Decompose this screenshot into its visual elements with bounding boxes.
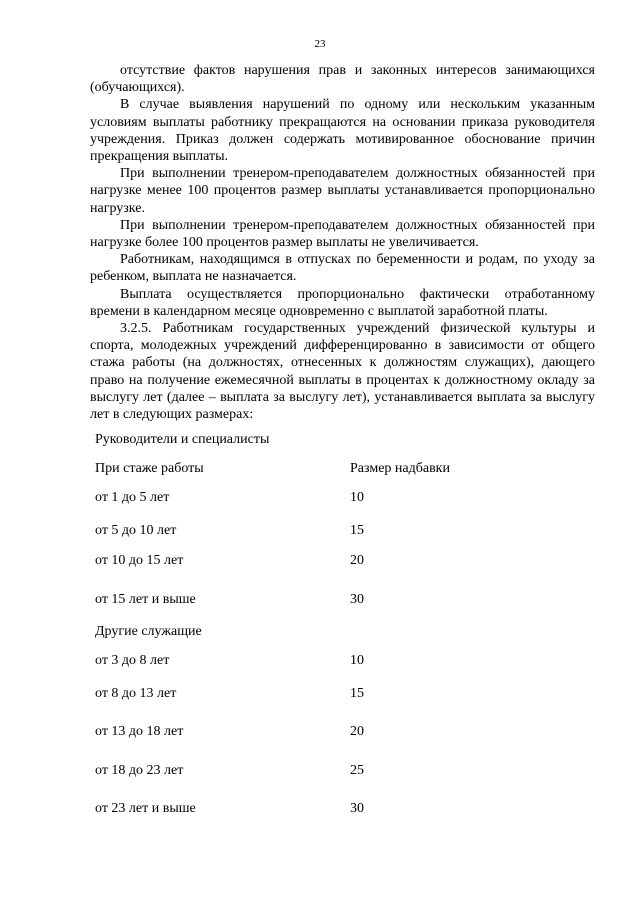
- experience-range: от 5 до 10 лет: [95, 523, 177, 538]
- table-header: [95, 461, 595, 479]
- experience-range: от 10 до 15 лет: [95, 553, 184, 568]
- bonus-value: 10: [350, 653, 364, 668]
- experience-range: от 13 до 18 лет: [95, 724, 184, 739]
- paragraph: отсутствие фактов нарушения прав и законных интересов занимающихся (обучающихся).: [90, 63, 595, 96]
- table-row: [95, 686, 595, 704]
- paragraph: При выполнении тренером-преподавателем должностных обязанностей при нагрузке более 100 процентов размер выплаты не увеличивается.: [90, 217, 595, 251]
- bonus-value: 25: [350, 763, 364, 778]
- experience-range: от 18 до 23 лет: [95, 763, 184, 778]
- body-text: [90, 62, 595, 423]
- bonus-value: 10: [350, 490, 364, 505]
- table-row: [95, 763, 595, 781]
- column-header-bonus: Размер надбавки: [350, 461, 450, 476]
- table-row: [95, 724, 595, 742]
- paragraph: 3.2.5. Работникам государственных учреждений физической культуры и спорта, молодежных учреждений дифференцированно в зависимости от общего стажа работы (на должностях, отнесенных к должностям служащих), дающего право на получение ежемесячной выплаты в процентах к должностному окладу за выслугу лет (далее – выплата за выслугу лет), устанавливается выплата за выслугу лет в следующих размерах:: [90, 321, 595, 423]
- bonus-value: 20: [350, 724, 364, 739]
- experience-range: от 23 лет и выше: [95, 801, 196, 816]
- paragraph: Работникам, находящимся в отпусках по беременности и родам, по уходу за ребенком, выплата не назначается.: [90, 252, 595, 285]
- table-row: [95, 653, 595, 671]
- paragraph: В случае выявления нарушений по одному или нескольким указанным условиям выплаты работнику прекращаются на основании приказа руководителя учреждения. Приказ должен содержать мотивированное обоснование причин прекращения выплаты.: [90, 97, 595, 165]
- group-title-other-employees: Другие служащие: [95, 624, 202, 639]
- table-row: [95, 801, 595, 819]
- bonus-value: 30: [350, 801, 364, 816]
- bonus-value: 30: [350, 592, 364, 607]
- experience-range: от 3 до 8 лет: [95, 653, 170, 668]
- table-row: [95, 490, 595, 508]
- experience-range: от 1 до 5 лет: [95, 490, 170, 505]
- table-row: [95, 592, 595, 610]
- bonus-value: 15: [350, 523, 364, 538]
- experience-range: от 15 лет и выше: [95, 592, 196, 607]
- page-number: 23: [314, 38, 326, 50]
- column-header-experience: При стаже работы: [95, 461, 204, 476]
- group-title-managers: Руководители и специалисты: [95, 432, 270, 447]
- table-row: [95, 553, 595, 571]
- bonus-value: 20: [350, 553, 364, 568]
- paragraph: При выполнении тренером-преподавателем должностных обязанностей при нагрузке менее 100 процентов размер выплаты устанавливается пропорционально нагрузке.: [90, 166, 595, 216]
- table-row: [95, 523, 595, 541]
- bonus-value: 15: [350, 686, 364, 701]
- paragraph: Выплата осуществляется пропорционально фактически отработанному времени в календарном месяце одновременно с выплатой заработной платы.: [90, 286, 595, 319]
- experience-range: от 8 до 13 лет: [95, 686, 177, 701]
